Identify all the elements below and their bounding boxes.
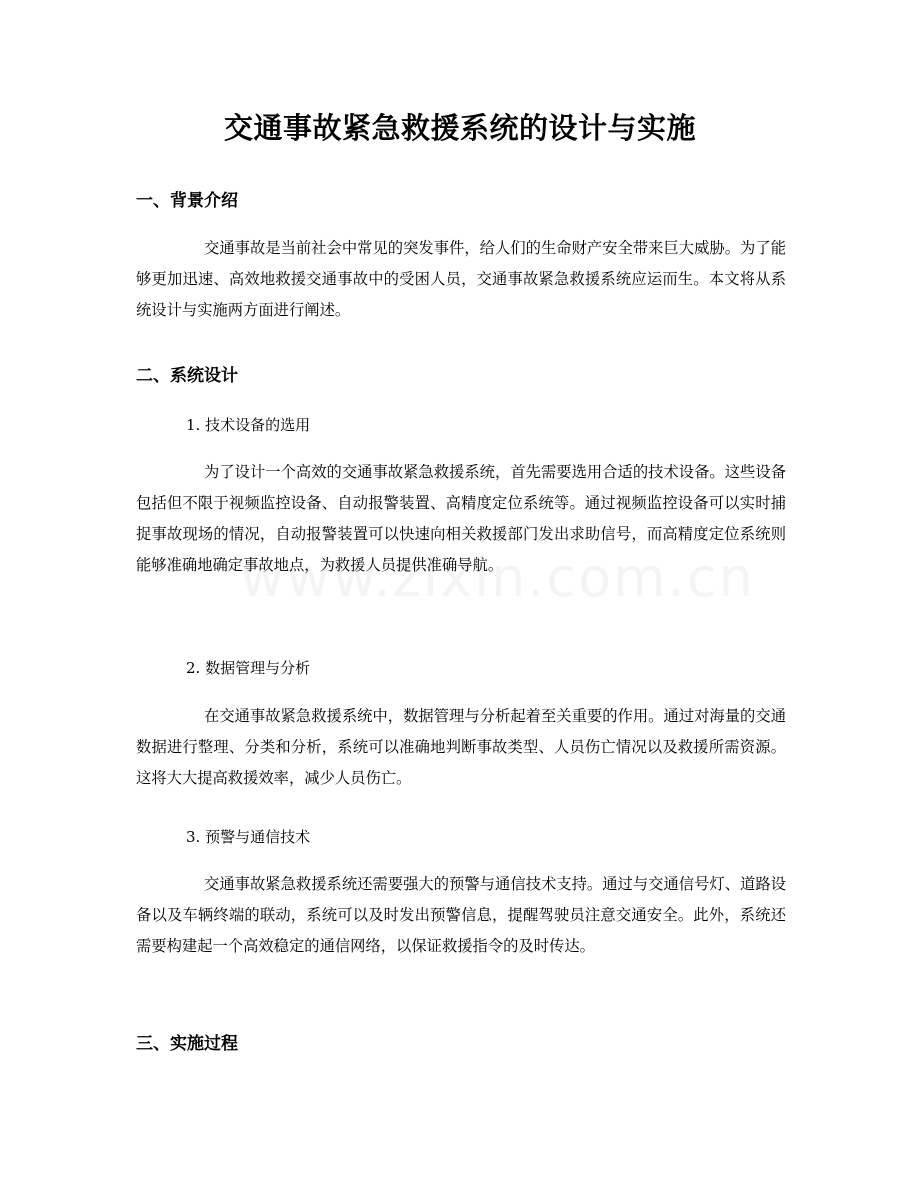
section-heading-system-design: 二、系统设计 bbox=[136, 366, 238, 386]
paragraph-background: 交通事故是当前社会中常见的突发事件，给人们的生命财产安全带来巨大威胁。为了能够更加迅速、高效地救援交通事故中的受困人员，交通事故紧急救援系统应运而生。本文将从系统设计与实施两方面进行阐述。 bbox=[136, 239, 786, 319]
subheading-data-management: 2. 数据管理与分析 bbox=[186, 659, 311, 677]
paragraph-equipment-selection: 为了设计一个高效的交通事故紧急救援系统，首先需要选用合适的技术设备。这些设备包括但不限于视频监控设备、自动报警装置、高精度定位系统等。通过视频监控设备可以实时捕捉事故现场的情况，自动报警装置可以快速向相关救援部门发出求助信号，而高精度定位系统则能够准确地确定事故地点，为救援人员提供准确导航。 bbox=[136, 463, 786, 574]
subheading-warning-communication: 3. 预警与通信技术 bbox=[186, 828, 311, 846]
section-heading-background: 一、背景介绍 bbox=[136, 191, 238, 211]
paragraph-warning-communication: 交通事故紧急救援系统还需要强大的预警与通信技术支持。通过与交通信号灯、道路设备以及车辆终端的联动，系统可以及时发出预警信息，提醒驾驶员注意交通安全。此外，系统还需要构建起一个高效稳定的通信网络，以保证救援指令的及时传达。 bbox=[136, 875, 786, 955]
document-title: 交通事故紧急救援系统的设计与实施 bbox=[223, 111, 696, 145]
subheading-equipment-selection: 1. 技术设备的选用 bbox=[186, 416, 311, 434]
paragraph-data-management: 在交通事故紧急救援系统中，数据管理与分析起着至关重要的作用。通过对海量的交通数据进行整理、分类和分析，系统可以准确地判断事故类型、人员伤亡情况以及救援所需资源。这将大大提高救援效率，减少人员伤亡。 bbox=[136, 707, 786, 787]
section-heading-implementation: 三、实施过程 bbox=[136, 1034, 238, 1054]
